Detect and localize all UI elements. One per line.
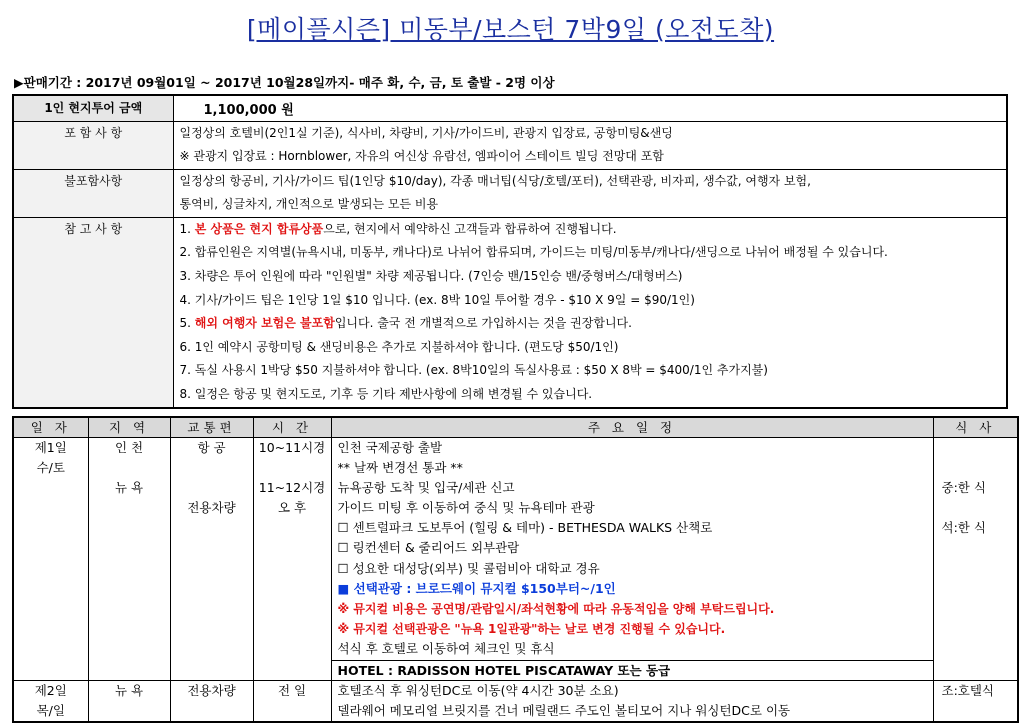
meal-cell: 중:한 식 (941, 479, 986, 495)
included-line: ※ 관광지 입장료 : Hornblower, 자유의 여신상 유람선, 엠파이어 스테이트 빌딩 전망대 포함 (179, 149, 664, 164)
note-line: 7. 독실 사용시 1박당 $50 지불하셔야 합니다. (ex. 8박10일의 독실사용료 : $50 X 8박 = $400/1인 추가지불) (179, 363, 768, 378)
hotel-line: HOTEL : RADISSON HOTEL PISCATAWAY 또는 동급 (332, 660, 933, 680)
note-highlight: 해외 여행자 보험은 불포함 (194, 316, 335, 331)
day-weekday: 수/토 (36, 459, 65, 475)
header-schedule: 주 요 일 정 (331, 417, 933, 437)
meal-cell: 조:호텔식 (941, 682, 995, 698)
schedule-line: ☐ 센트럴파크 도보투어 (힐링 & 테마) - BETHESDA WALKS 산책로 (337, 520, 713, 536)
itinerary-header (13, 417, 1018, 437)
optional-tour-line: ■ 선택관광 : 브로드웨이 뮤지컬 $150부터~/1인 (337, 580, 616, 596)
note-text: 으로, 현지에서 예약하신 고객들과 합류하여 진행됩니다. (323, 221, 617, 236)
time-cell: 11~12시경 (258, 479, 326, 495)
header-transport: 교통편 (170, 417, 253, 437)
header-meal: 식 사 (933, 417, 1018, 437)
schedule-line: ** 날짜 변경선 통과 ** (337, 459, 463, 475)
schedule-line: 뉴욕공항 도착 및 입국/세관 신고 (337, 479, 515, 495)
excluded-label: 불포함사항 (13, 169, 173, 217)
note-line: 3. 차량은 투어 인원에 따라 "인원별" 차량 제공됩니다. (7인승 밴/15인승 밴/중형버스/대형버스) (179, 269, 683, 284)
meal-cell: 석:한 식 (941, 520, 986, 536)
included-label: 포 함 사 항 (13, 121, 173, 169)
note-line (180, 218, 1007, 242)
header-time: 시 간 (253, 417, 331, 437)
schedule-line: 인천 국제공항 출발 (337, 439, 443, 455)
day1-date (13, 437, 88, 680)
day1-time (253, 437, 331, 680)
time-cell: 오 후 (277, 500, 307, 516)
header-date: 일 자 (13, 417, 88, 437)
note-line: 8. 일정은 항공 및 현지도로, 기후 등 기타 제반사항에 의해 변경될 수 있습니다. (179, 387, 593, 402)
region-cell: 인 천 (114, 439, 144, 455)
warning-line: ※ 뮤지컬 비용은 공연명/관람일시/좌석현황에 따라 유동적임을 양해 부탁드립니다. (337, 602, 775, 616)
tour-info-table (12, 94, 1008, 409)
time-cell: 10~11시경 (258, 439, 326, 455)
day1-schedule (331, 437, 933, 680)
included-row (13, 121, 1007, 169)
included-line: 일정상의 호텔비(2인1실 기준), 식사비, 차량비, 기사/가이드비, 관광지 입장료, 공항미팅&샌딩 (179, 125, 673, 140)
note-highlight: 본 상품은 현지 합류상품 (194, 221, 324, 236)
price-value: 1,100,000 원 (173, 95, 1007, 121)
itinerary-table (12, 416, 1019, 723)
day2-row (13, 680, 1018, 722)
included-content (173, 121, 1007, 169)
day2-time (253, 680, 331, 722)
day-number: 제2일 (34, 682, 67, 698)
transport-cell: 전용차량 (187, 500, 236, 516)
note-text: 입니다. 출국 전 개별적으로 가입하시는 것을 권장합니다. (334, 316, 632, 331)
day-weekday: 목/일 (36, 702, 65, 718)
schedule-line: 호텔조식 후 워싱턴DC로 이동(약 4시간 30분 소요) (337, 682, 619, 698)
excluded-line: 통역비, 싱글차지, 개인적으로 발생되는 모든 비용 (179, 197, 439, 212)
day-number: 제1일 (34, 439, 67, 455)
transport-cell: 항 공 (197, 439, 226, 455)
day2-date (13, 680, 88, 722)
notes-label: 참 고 사 항 (13, 217, 173, 407)
transport-cell: 전용차량 (187, 682, 236, 698)
excluded-content (173, 169, 1007, 217)
excluded-line: 일정상의 항공비, 기사/가이드 팁(1인당 $10/day), 각종 매너팁(식당/호텔/포터), 선택관광, 비자피, 생수값, 여행자 보험, (179, 173, 811, 188)
header-region: 지 역 (88, 417, 170, 437)
schedule-line: ☐ 성요한 대성당(외부) 및 콜럼비아 대학교 경유 (337, 560, 600, 576)
warning-line: ※ 뮤지컬 선택관광은 "뉴욕 1일관광"하는 날로 변경 진행될 수 있습니다. (337, 622, 726, 637)
sale-period: ▶판매기간 : 2017년 09월01일 ~ 2017년 10월28일까지- 매주 화, 수, 금, 토 출발 - 2명 이상 (14, 75, 555, 90)
note-line: 6. 1인 예약시 공항미팅 & 샌딩비용은 추가로 지불하셔야 합니다. (편도당 $50/1인) (179, 339, 619, 354)
day2-transport (170, 680, 253, 722)
schedule-line: 가이드 미팅 후 이동하여 중식 및 뉴욕테마 관광 (337, 500, 595, 516)
day2-meals (933, 680, 1018, 722)
day1-region (88, 437, 170, 680)
note-line: 4. 기사/가이드 팁은 1인당 1일 $10 입니다. (ex. 8박 10일 투어할 경우 - $10 X 9일 = $90/1인) (179, 292, 695, 307)
note-prefix: 1. (179, 221, 195, 236)
notes-content (173, 217, 1007, 407)
price-label: 1인 현지투어 금액 (13, 95, 173, 121)
price-row (13, 95, 1007, 121)
day2-region (88, 680, 170, 722)
page-title: [메이플시즌] 미동부/보스턴 7박9일 (오전도착) (246, 15, 775, 44)
time-cell: 전 일 (277, 682, 307, 698)
note-line (180, 312, 1007, 336)
note-line: 2. 합류인원은 지역별(뉴욕시내, 미동부, 캐나다)로 나뉘어 합류되며, 가이드는 미팅/미동부/캐나다/샌딩으로 나뉘어 배정될 수 있습니다. (179, 245, 888, 260)
excluded-row (13, 169, 1007, 217)
region-cell: 뉴 욕 (114, 479, 144, 495)
schedule-line: 석식 후 호텔로 이동하여 체크인 및 휴식 (337, 641, 555, 657)
day2-schedule (331, 680, 933, 722)
schedule-line: 델라웨어 메모리얼 브릿지를 건너 메릴랜드 주도인 볼티모어 지나 워싱턴DC로 이동 (337, 702, 791, 718)
day1-row (13, 437, 1018, 680)
day1-transport (170, 437, 253, 680)
note-prefix: 5. (179, 316, 195, 331)
notes-row (13, 217, 1007, 407)
region-cell: 뉴 욕 (114, 682, 144, 698)
day1-meals (933, 437, 1018, 680)
schedule-line: ☐ 링컨센터 & 줄리어드 외부관람 (337, 540, 520, 556)
